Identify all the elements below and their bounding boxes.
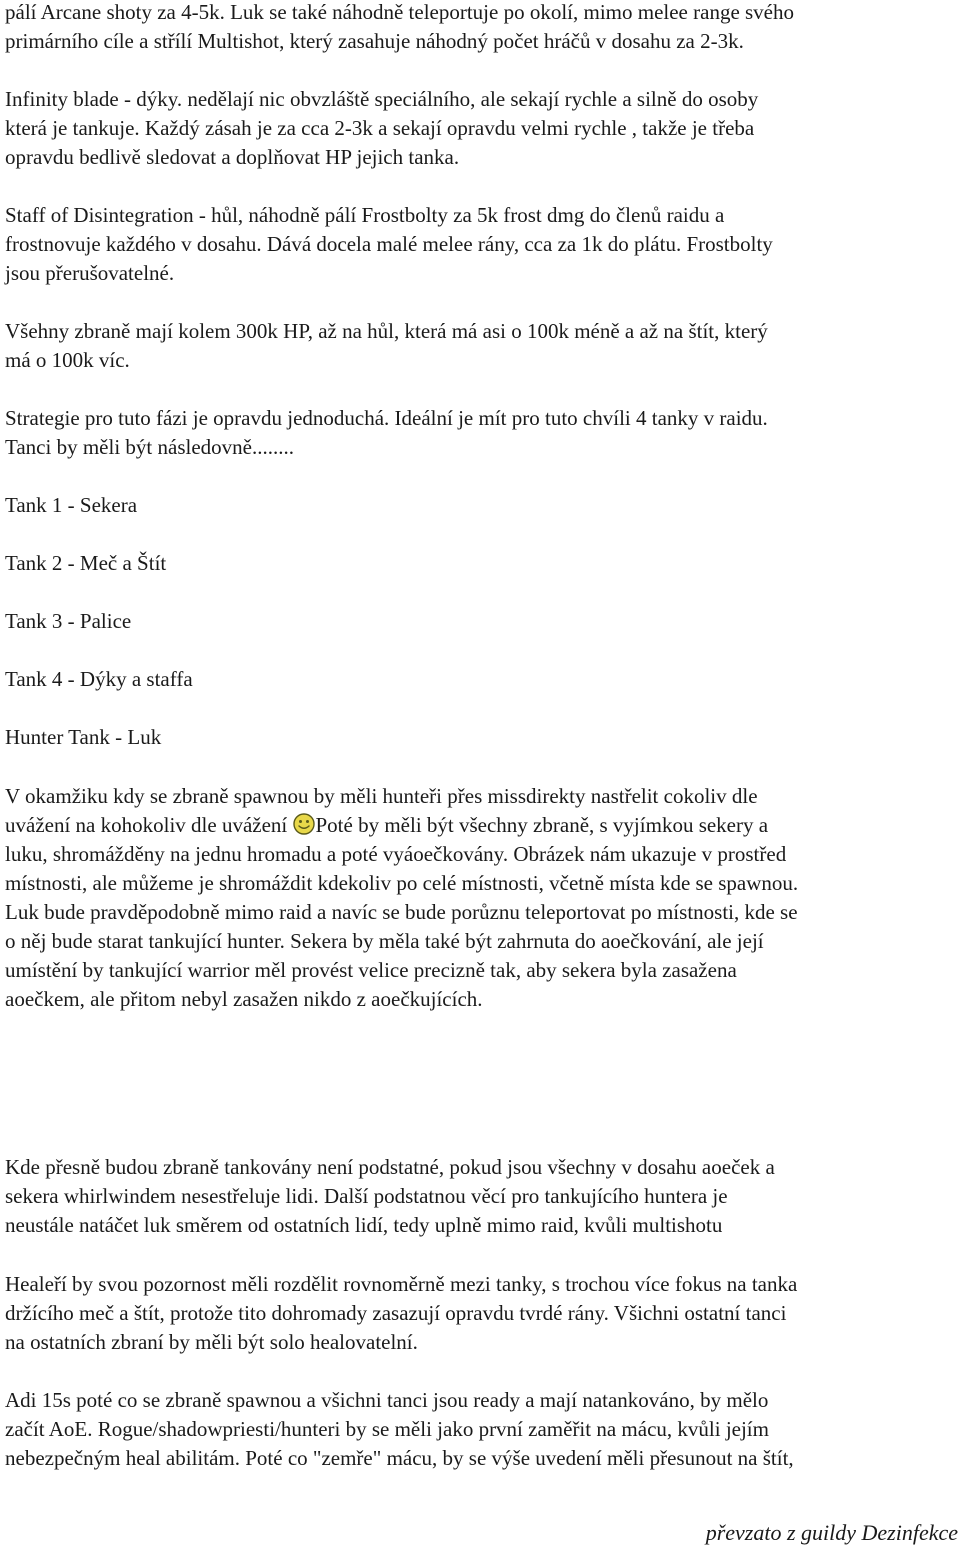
paragraph-infinity-blade-line-2: která je tankuje. Každý zásah je za cca 2-3k a sekají opravdu velmi rychle , takže je třeba (5, 116, 755, 140)
paragraph-spawn-line-6: o něj bude starat tankující hunter. Sekera by měla také být zahrnuta do aoečkování, ale její (5, 929, 764, 953)
tank-list-item: Tank 1 - Sekera (5, 493, 138, 517)
tank-list-item: Tank 2 - Meč a Štít (5, 551, 167, 575)
paragraph-placement-line-2: sekera whirlwindem nesestřeluje lidi. Další podstatnou věcí pro tankujícího huntera je (5, 1184, 728, 1208)
paragraph-aoe-line-1: Adi 15s poté co se zbraně spawnou a všichni tanci jsou ready a mají natankováno, by mělo (5, 1388, 769, 1412)
paragraph-staff-line-2: frostnovuje každého v dosahu. Dává docela malé melee rány, cca za 1k do plátu. Frostbolty (5, 232, 773, 256)
paragraph-staff-line-1: Staff of Disintegration - hůl, náhodně pálí Frostbolty za 5k frost dmg do členů raidu a (5, 203, 725, 227)
paragraph-infinity-blade-line-1: Infinity blade - dýky. nedělají nic obvzláště speciálního, ale sekají rychle a silně do osoby (5, 87, 759, 111)
paragraph-strategy-line-1: Strategie pro tuto fázi je opravdu jednoduchá. Ideální je mít pro tuto chvíli 4 tanky v raidu. (5, 406, 768, 430)
paragraph-spawn-line-2-end: Poté by měli být všechny zbraně, s vyjímkou sekery a (315, 813, 769, 837)
smiley-emoticon-icon (293, 813, 315, 835)
tank-list-item: Tank 3 - Palice (5, 609, 132, 633)
paragraph-weapons-hp-line-1: Všehny zbraně mají kolem 300k HP, až na hůl, která má asi o 100k méně a až na štít, který (5, 319, 768, 343)
paragraph-spawn-line-3: luku, shromážděny na jednu hromadu a poté vyáoečkovány. Obrázek nám ukazuje v prostřed (5, 842, 787, 866)
paragraph-bow-line-1: pálí Arcane shoty za 4-5k. Luk se také náhodně teleportuje po okolí, mimo melee range svého (5, 0, 795, 24)
paragraph-spawn-line-4: místnosti, ale můžeme je shromáždit kdekoliv po celé místnosti, včetně místa kde se spawnou. (5, 871, 799, 895)
footer-credit: převzato z guildy Dezinfekce (705, 1520, 958, 1545)
paragraph-healers-line-1: Healeří by svou pozornost měli rozdělit rovnoměrně mezi tanky, s trochou více fokus na tanka (5, 1272, 798, 1296)
paragraph-placement-line-1: Kde přesně budou zbraně tankovány není podstatné, pokud jsou všechny v dosahu aoeček a (5, 1155, 775, 1179)
paragraph-infinity-blade-line-3: opravdu bedlivě sledovat a doplňovat HP jejich tanka. (5, 145, 460, 169)
tank-list-item: Hunter Tank - Luk (5, 725, 162, 749)
paragraph-spawn-line-5: Luk bude pravděpodobně mimo raid a navíc se bude porůznu teleportovat po místnosti, kde se (5, 900, 798, 924)
paragraph-healers-line-3: na ostatních zbraní by měli být solo healovatelní. (5, 1330, 418, 1354)
paragraph-aoe-line-3: nebezpečným heal abilitám. Poté co "zemře" mácu, by se výše uvedení měli přesunout na štít, (5, 1446, 794, 1470)
paragraph-aoe-line-2: začít AoE. Rogue/shadowpriesti/hunteri by se měli jako první zaměřit na mácu, kvůli jejím (5, 1417, 769, 1441)
paragraph-placement-line-3: neustále natáčet luk směrem od ostatních lidí, tedy uplně mimo raid, kvůli multishotu (5, 1213, 723, 1237)
tank-list-item: Tank 4 - Dýky a staffa (5, 667, 193, 691)
paragraph-strategy-line-2: Tanci by měli být následovně........ (5, 435, 294, 459)
paragraph-spawn-line-2 (5, 811, 768, 840)
paragraph-weapons-hp-line-2: má o 100k víc. (5, 348, 130, 372)
paragraph-staff-line-3: jsou přerušovatelné. (5, 261, 175, 285)
paragraph-healers-line-2: držícího meč a štít, protože tito dohromady zasazují opravdu tvrdé rány. Všichni ostatní tanci (5, 1301, 787, 1325)
paragraph-bow-line-2: primárního cíle a střílí Multishot, který zasahuje náhodný počet hráčů v dosahu za 2-3k. (5, 29, 744, 53)
paragraph-spawn-line-2-start: uvážení na kohokoliv dle uvážení (5, 813, 293, 837)
paragraph-spawn-line-7: umístění by tankující warrior měl provést velice precizně tak, aby sekera byla zasažena (5, 958, 737, 982)
paragraph-spawn-line-1: V okamžiku kdy se zbraně spawnou by měli hunteři přes missdirekty nastřelit cokoliv dle (5, 784, 758, 808)
paragraph-spawn-line-8: aoečkem, ale přitom nebyl zasažen nikdo z aoečkujících. (5, 987, 483, 1011)
